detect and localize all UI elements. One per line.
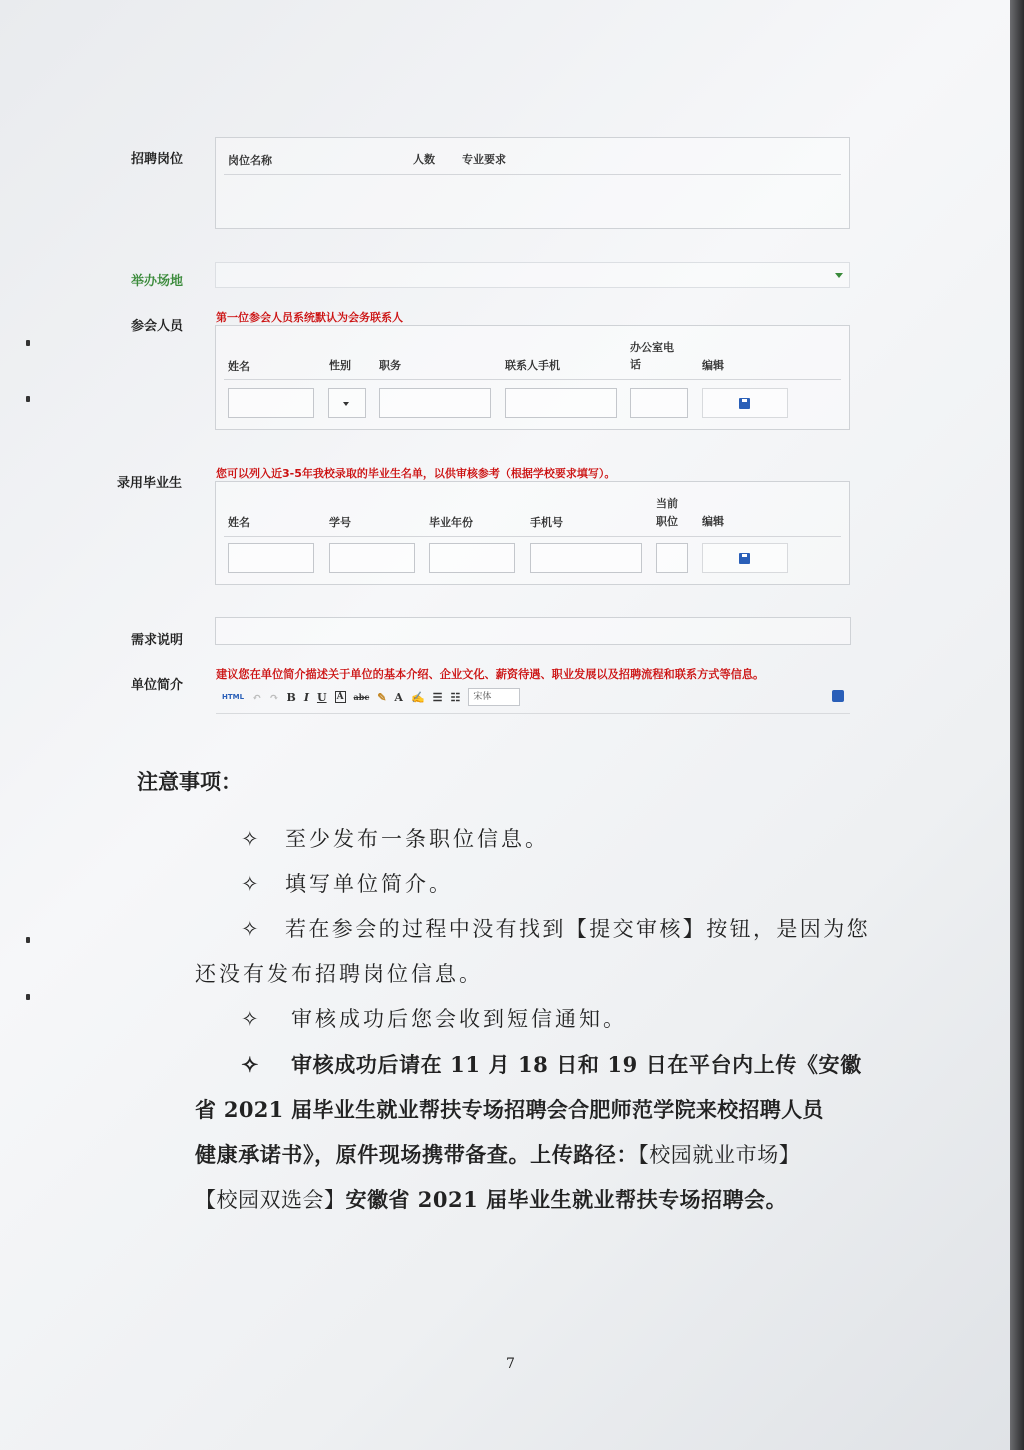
col-office-phone: 办公室电: [630, 341, 674, 354]
html-button[interactable]: HTML: [222, 693, 245, 701]
demand-input[interactable]: [215, 617, 851, 645]
col-mobile: 手机号: [530, 516, 563, 529]
punch-hole: [26, 340, 30, 346]
highlight-icon[interactable]: ✍: [410, 690, 425, 704]
note-item-5: ✧ 审核成功后请在 11 月 18 日和 19 日在平台内上传《安徽: [241, 1052, 862, 1077]
col-gender: 性别: [329, 359, 351, 372]
note-item-4: ✧ 审核成功后您会收到短信通知。: [241, 1007, 627, 1031]
font-family-select[interactable]: 宋体: [468, 688, 520, 706]
save-icon: [739, 398, 750, 409]
attendee-save-button[interactable]: [702, 388, 788, 418]
col-office-phone-cont: 话: [630, 358, 641, 371]
attendee-office-input[interactable]: [630, 388, 688, 418]
ordered-list-icon[interactable]: ☰: [432, 690, 443, 704]
graduate-position-input[interactable]: [656, 543, 688, 573]
col-count: 人数: [413, 153, 435, 166]
col-title: 职务: [379, 359, 401, 372]
divider: [224, 536, 841, 537]
positions-label: 招聘岗位: [131, 152, 184, 167]
graduates-note: 您可以列入近3-5年我校录取的毕业生名单，以供审核参考（根据学校要求填写）。: [216, 467, 616, 480]
graduates-label: 录用毕业生: [117, 476, 183, 491]
attendees-table: [215, 325, 850, 430]
underline-button[interactable]: U: [316, 690, 327, 704]
attendee-title-input[interactable]: [379, 388, 491, 418]
punch-hole: [26, 937, 30, 943]
attendees-note: 第一位参会人员系统默认为会务联系人: [216, 311, 403, 324]
attendee-gender-select[interactable]: [328, 388, 366, 418]
divider: [224, 379, 841, 380]
note-item-3-cont: 还没有发布招聘岗位信息。: [195, 962, 483, 986]
note-item-1: ✧ 至少发布一条职位信息。: [241, 827, 549, 851]
page-number: 7: [506, 1356, 515, 1372]
note-item-5-line3: 健康承诺书》，原件现场携带备查。上传路径：【校园就业市场】: [195, 1142, 801, 1167]
graduates-table: [215, 481, 850, 585]
attendee-phone-input[interactable]: [505, 388, 617, 418]
graduate-id-input[interactable]: [329, 543, 415, 573]
font-color-button[interactable]: A: [394, 690, 403, 704]
col-grad-year: 毕业年份: [429, 516, 473, 529]
page-edge: [1010, 0, 1024, 1450]
fullscreen-icon[interactable]: [832, 690, 844, 702]
graduate-year-input[interactable]: [429, 543, 515, 573]
graduate-name-input[interactable]: [228, 543, 314, 573]
col-major: 专业要求: [462, 153, 506, 166]
venue-label: 举办场地: [131, 274, 184, 289]
redo-icon[interactable]: ↷: [269, 690, 279, 704]
italic-button[interactable]: I: [303, 690, 309, 704]
col-current-position: 当前: [656, 497, 678, 510]
venue-select[interactable]: [215, 262, 850, 288]
intro-label: 单位简介: [131, 678, 184, 693]
intro-note: 建议您在单位简介描述关于单位的基本介绍、企业文化、薪资待遇、职业发展以及招聘流程和联系方式等信息。: [216, 668, 765, 681]
col-phone: 联系人手机: [505, 359, 560, 372]
graduate-save-button[interactable]: [702, 543, 788, 573]
box-icon[interactable]: A: [336, 692, 344, 702]
bold-button[interactable]: B: [286, 690, 296, 704]
note-item-2: ✧ 填写单位简介。: [241, 872, 453, 896]
upload-path-part1: 【校园就业市场】: [638, 1143, 801, 1167]
editor-toolbar: [216, 686, 850, 708]
col-current-position-cont: 职位: [656, 515, 678, 528]
note-item-3: ✧ 若在参会的过程中没有找到【提交审核】按钮，是因为您: [241, 917, 870, 941]
unordered-list-icon[interactable]: ☷: [450, 690, 461, 704]
punch-hole: [26, 994, 30, 1000]
col-edit: 编辑: [702, 515, 724, 528]
save-icon: [739, 553, 750, 564]
chevron-down-icon: [343, 402, 349, 406]
strikethrough-button[interactable]: abc: [353, 692, 370, 702]
demand-label: 需求说明: [131, 633, 184, 648]
col-name: 姓名: [228, 360, 250, 373]
note-item-5-line4: 【校园双选会】安徽省 2021 届毕业生就业帮扶专场招聘会。: [195, 1187, 788, 1212]
divider: [224, 174, 841, 175]
undo-icon[interactable]: ↶: [252, 690, 262, 704]
positions-table[interactable]: [215, 137, 850, 229]
col-name: 姓名: [228, 516, 250, 529]
notes-title: 注意事项：: [137, 769, 242, 794]
attendee-name-input[interactable]: [228, 388, 314, 418]
attendees-label: 参会人员: [131, 319, 184, 334]
col-student-id: 学号: [329, 516, 351, 529]
col-edit: 编辑: [702, 359, 724, 372]
note-item-5-line2: 省 2021 届毕业生就业帮扶专场招聘会合肥师范学院来校招聘人员: [195, 1097, 824, 1122]
eraser-icon[interactable]: ✎: [377, 690, 387, 704]
upload-path-part2: 【校园双选会】: [195, 1188, 346, 1212]
editor-border: [216, 713, 850, 714]
punch-hole: [26, 396, 30, 402]
col-position-name: 岗位名称: [228, 154, 272, 167]
graduate-phone-input[interactable]: [530, 543, 642, 573]
chevron-down-icon: [835, 273, 843, 278]
